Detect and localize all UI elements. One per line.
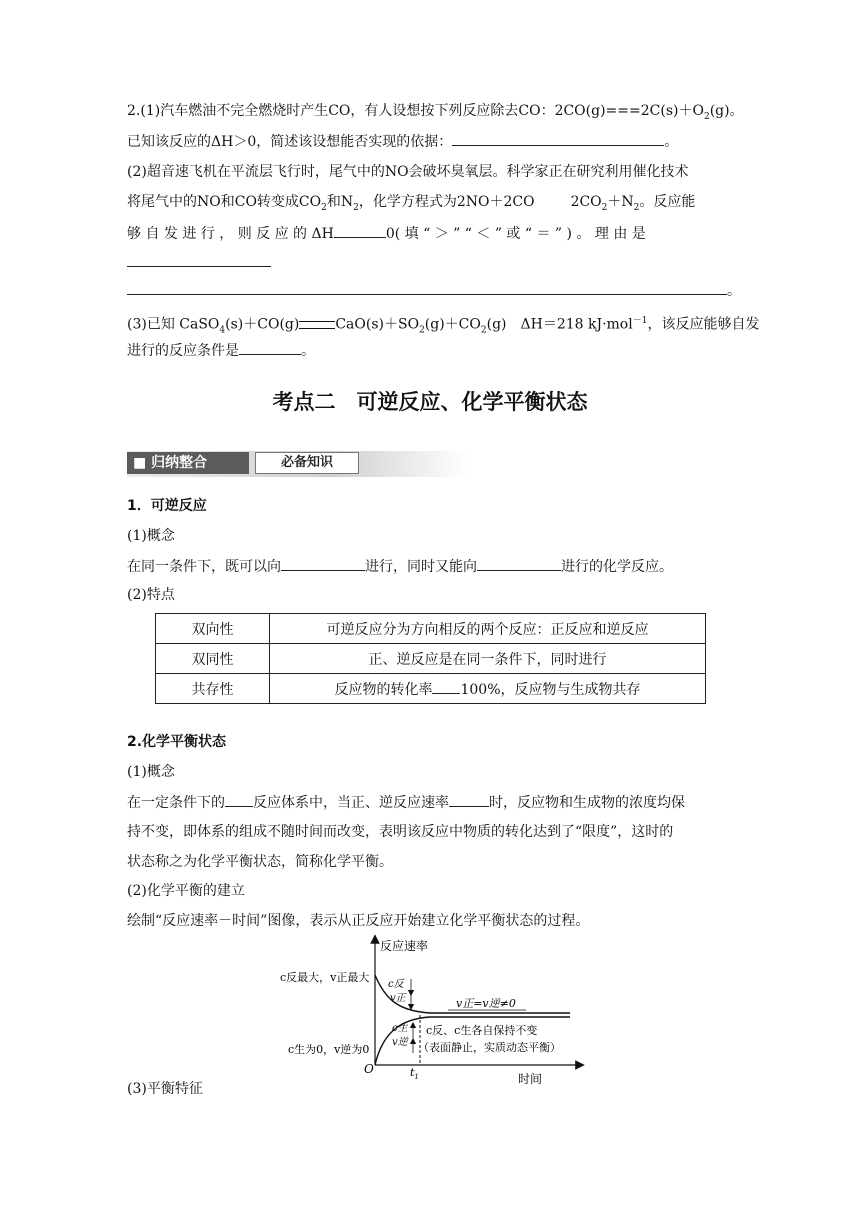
origin-label: O — [364, 1062, 374, 1076]
banner-label-knowledge: 必备知识 — [255, 452, 359, 474]
heading-equilibrium: 2.化学平衡状态 — [127, 734, 227, 750]
rate-time-graph — [280, 935, 600, 1086]
t1-label: $t_1$ — [410, 1066, 419, 1081]
section-title: 考点二 可逆反应、化学平衡状态 — [272, 390, 588, 414]
table-key: 双向性 — [156, 614, 270, 644]
label-features: (2)特点 — [127, 587, 175, 603]
build-text: 绘制“反应速率－时间”图像，表示从正反应开始建立化学平衡状态的过程。 — [127, 913, 590, 929]
label-top-left: c反最大，v正最大 — [280, 971, 370, 984]
concept-text-1: 在同一条件下，既可以向 进行，同时又能向 进行的化学反应。 — [127, 556, 673, 577]
q2-part2-line3: 够 自 发 进 行 ， 则 反 应 的 ΔH 0( 填 “ ＞ ” “ ＜ ” 或 “ ＝ ” ) 。 理 由 是 — [127, 223, 646, 244]
label-v-forward: v正 — [390, 993, 406, 1004]
table-key: 双同性 — [156, 644, 270, 674]
q2-part2-line2: 将尾气中的NO和CO转变成$CO_2$和$N_2$，化学方程式为2NO＋2CO $2CO_2+N_2$。反应能 — [127, 194, 696, 213]
q2-part1-line1: 2.(1)汽车燃油不完全燃烧时产生CO，有人设想按下列反应除去CO：$2CO(g)===2C(s)+O_2(g)$。 — [127, 103, 744, 122]
table-row — [156, 674, 706, 704]
answer-blank[interactable] — [334, 223, 386, 238]
q2-part3-line1: (3)已知 CaSO$_4$(s)＋CO(g) $CaO(s)+SO_2(g)+CO_2(g)$ ΔH＝218 kJ·mol$^{-1}$，该反应能够自发 — [127, 316, 760, 336]
table-row — [156, 614, 706, 644]
banner-label-summary: ■ 归纳整合 — [127, 452, 249, 474]
x-axis-label: 时间 — [518, 1072, 543, 1086]
q2-part2-line1: (2)超音速飞机在平流层飞行时，尾气中的NO会破坏臭氧层。科学家正在研究利用催化技术 — [127, 164, 689, 180]
table-value: 可逆反应分为方向相反的两个反应：正反应和逆反应 — [270, 614, 706, 644]
label-concept-2: (1)概念 — [127, 764, 175, 780]
label-v-reverse: v逆 — [392, 1037, 408, 1048]
answer-blank[interactable] — [449, 792, 489, 807]
table-row — [156, 644, 706, 674]
label-equilibrium-features: (3)平衡特征 — [127, 1081, 203, 1097]
concept-text-2-line2: 持不变，即体系的组成不随时间而改变，表明该反应中物质的转化达到了“限度”，这时的 — [127, 824, 674, 840]
answer-blank[interactable] — [127, 252, 271, 267]
q2-part2-line4 — [127, 252, 271, 273]
label-note-1: c反、c生各自保持不变 — [426, 1024, 538, 1037]
features-table — [155, 613, 706, 704]
label-note-2: （表面静止，实质动态平衡） — [418, 1041, 561, 1054]
concept-text-2-line1: 在一定条件下的 反应体系中，当正、逆反应速率 时，反应物和生成物的浓度均保 — [127, 792, 685, 813]
answer-blank[interactable] — [432, 679, 460, 694]
answer-blank[interactable] — [127, 280, 727, 295]
label-bottom-left: c生为0，v逆为0 — [288, 1043, 370, 1056]
label-concept-1: (1)概念 — [127, 528, 175, 544]
concept-text-2-line3: 状态称之为化学平衡状态，简称化学平衡。 — [127, 854, 393, 870]
answer-blank[interactable] — [281, 556, 365, 571]
section-banner — [127, 451, 468, 477]
answer-blank[interactable] — [477, 556, 561, 571]
equals-arrow-icon — [299, 321, 335, 329]
table-value: 反应物的转化率 100%，反应物与生成物共存 — [270, 674, 706, 704]
q2-part2-line5: 。 — [127, 280, 741, 301]
answer-blank[interactable] — [239, 340, 301, 355]
heading-reversible-reaction: 1．可逆反应 — [127, 498, 207, 514]
label-equilibrium: v正=v逆≠0 — [456, 997, 516, 1010]
q2-part1-line2: 已知该反应的ΔH＞0，简述该设想能否实现的依据： 。 — [127, 131, 678, 152]
answer-blank[interactable] — [452, 131, 664, 146]
q2-part3-line2: 进行的反应条件是 。 — [127, 340, 315, 361]
label-build: (2)化学平衡的建立 — [127, 883, 245, 899]
label-c-reactant: c反 — [388, 979, 404, 990]
table-value: 正、逆反应是在同一条件下，同时进行 — [270, 644, 706, 674]
answer-blank[interactable] — [225, 792, 253, 807]
label-c-product: c生 — [392, 1023, 408, 1034]
table-key: 共存性 — [156, 674, 270, 704]
y-axis-label: 反应速率 — [380, 939, 429, 953]
